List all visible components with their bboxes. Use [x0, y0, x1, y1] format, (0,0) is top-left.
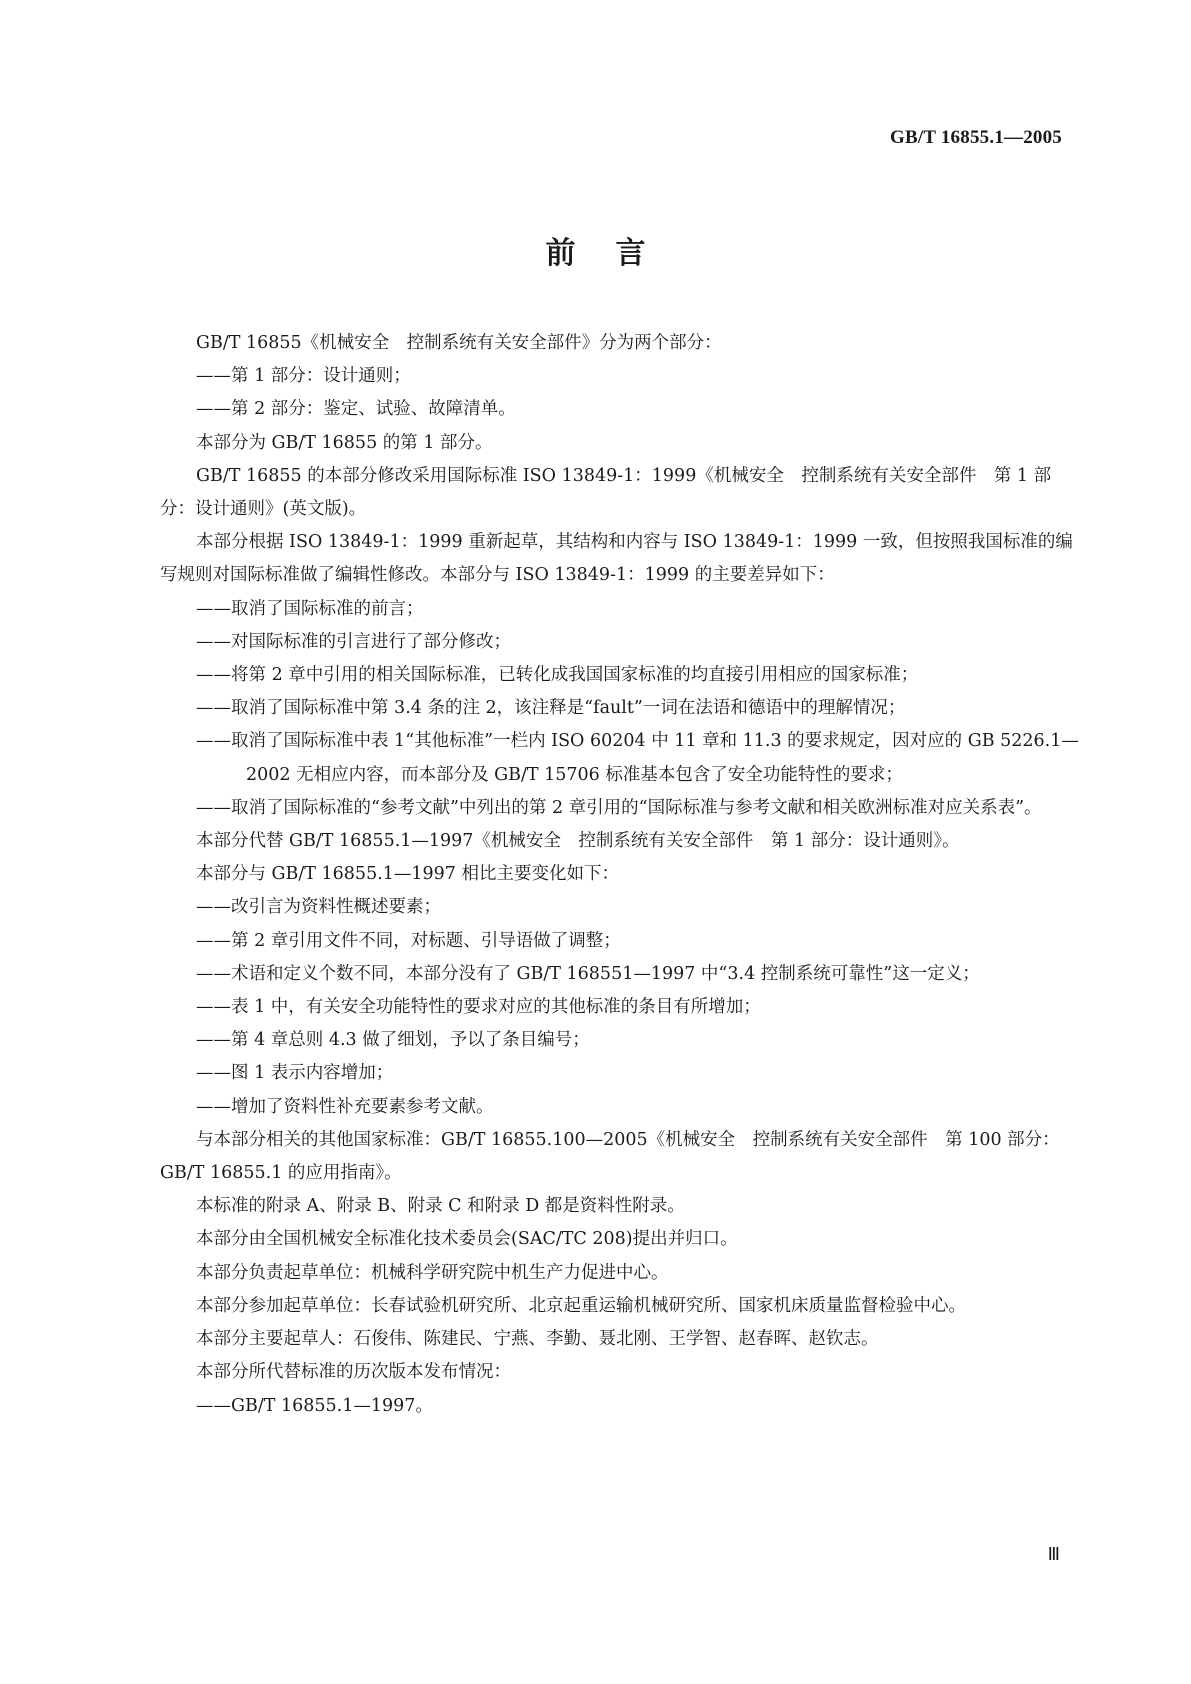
paragraph: 本部分参加起草单位：长春试验机研究所、北京起重运输机械研究所、国家机床质量监督检验中心。	[196, 1295, 966, 1316]
list-item: ——第 1 部分：设计通则；	[196, 366, 411, 387]
paragraph: 本部分为 GB/T 16855 的第 1 部分。	[196, 432, 493, 453]
foreword-body	[160, 327, 1082, 1423]
paragraph: 本部分负责起草单位：机械科学研究院中机生产力促进中心。	[196, 1262, 669, 1283]
list-item: ——将第 2 章中引用的相关国际标准，已转化成我国国家标准的均直接引用相应的国家标准；	[196, 665, 919, 686]
list-item: ——GB/T 16855.1—1997。	[196, 1395, 433, 1416]
page-title: 前言	[545, 236, 686, 271]
list-item: ——图 1 表示内容增加；	[196, 1063, 394, 1084]
list-item: ——第 2 部分：鉴定、试验、故障清单。	[196, 399, 516, 420]
list-item: ——表 1 中，有关安全功能特性的要求对应的其他标准的条目有所增加；	[196, 997, 761, 1018]
list-item: ——第 2 章引用文件不同，对标题、引导语做了调整；	[196, 930, 621, 951]
paragraph: 本部分代替 GB/T 16855.1—1997《机械安全 控制系统有关安全部件 第 1 部分：设计通则》。	[196, 831, 960, 852]
paragraph: 与本部分相关的其他国家标准：GB/T 16855.100—2005《机械安全 控制系统有关安全部件 第 100 部分：GB/T 16855.1 的应用指南》。	[160, 1129, 1060, 1184]
paragraph: 本部分由全国机械安全标准化技术委员会(SAC/TC 208)提出并归口。	[196, 1229, 738, 1250]
list-item: ——改引言为资料性概述要素；	[196, 897, 441, 918]
paragraph: GB/T 16855《机械安全 控制系统有关安全部件》分为两个部分：	[196, 333, 722, 353]
list-item: ——取消了国际标准中第 3.4 条的注 2，该注释是“fault”一词在法语和德语中的理解情况；	[196, 698, 906, 719]
paragraph: 本部分与 GB/T 16855.1—1997 相比主要变化如下：	[196, 864, 619, 885]
list-item: ——取消了国际标准中表 1“其他标准”一栏内 ISO 60204 中 11 章和 11.3 的要求规定，因对应的 GB 5226.1—2002 无相应内容，而本部分及 GB/T 15706 标准基本包含了安全功能特性的要求；	[196, 731, 1079, 785]
standard-code: GB/T 16855.1—2005	[890, 127, 1062, 148]
list-item: ——术语和定义个数不同，本部分没有了 GB/T 168551—1997 中“3.4 控制系统可靠性”这一定义；	[196, 963, 980, 984]
paragraph: 本标准的附录 A、附录 B、附录 C 和附录 D 都是资料性附录。	[196, 1196, 685, 1217]
list-item: ——第 4 章总则 4.3 做了细划，予以了条目编号；	[196, 1030, 590, 1051]
list-item: ——对国际标准的引言进行了部分修改；	[196, 631, 511, 652]
paragraph: 本部分所代替标准的历次版本发布情况：	[196, 1362, 511, 1383]
list-item: ——取消了国际标准的前言；	[196, 598, 424, 619]
page-number: Ⅲ	[1047, 1544, 1060, 1564]
paragraph: 本部分主要起草人：石俊伟、陈建民、宁燕、李勤、聂北刚、王学智、赵春晖、赵钦志。	[196, 1329, 879, 1350]
list-item: ——增加了资料性补充要素参考文献。	[196, 1096, 494, 1117]
paragraph: 本部分根据 ISO 13849-1：1999 重新起草，其结构和内容与 ISO 13849-1：1999 一致，但按照我国标准的编写规则对国际标准做了编辑性修改。本部分与 ISO 13849-1：1999 的主要差异如下：	[160, 532, 1073, 586]
list-item: ——取消了国际标准的“参考文献”中列出的第 2 章引用的“国际标准与参考文献和相关欧洲标准对应关系表”。	[196, 797, 1042, 818]
paragraph: GB/T 16855 的本部分修改采用国际标准 ISO 13849-1：1999《机械安全 控制系统有关安全部件 第 1 部分：设计通则》(英文版)。	[160, 465, 1052, 520]
